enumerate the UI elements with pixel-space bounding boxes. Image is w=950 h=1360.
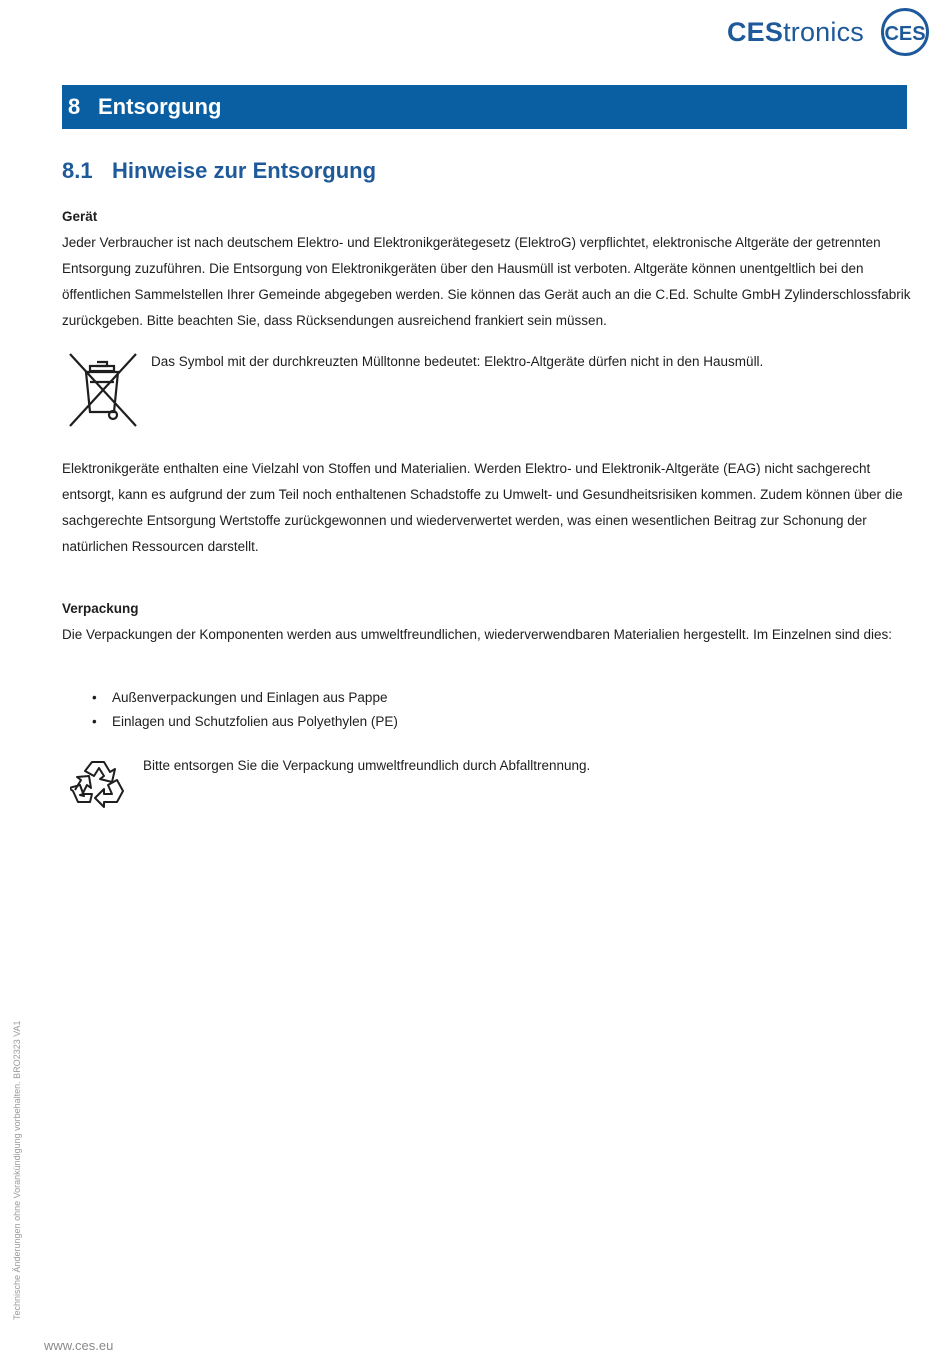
ces-logo-badge <box>880 7 930 57</box>
section-number: 8.1 <box>62 158 93 183</box>
packaging-list <box>62 686 398 734</box>
list-item: • Einlagen und Schutzfolien aus Polyethylen (PE) <box>62 710 398 734</box>
geraet-paragraph <box>62 230 912 334</box>
recycle-note-text: Bitte entsorgen Sie die Verpackung umweltfreundlich durch Abfalltrennung. <box>143 758 591 773</box>
geraet-text: Jeder Verbraucher ist nach deutschem Elektro- und Elektronikgerätegesetz (ElektroG) verpflichtet, elektronische Altgeräte der getrennten Entsorgung zuzuführen. Die Entsorgung von Elektronikgeräten über den Hausmüll ist verboten. Altgeräte können unentgeltlich bei den öffentlichen Sammelstellen Ihrer Gemeinde abgegeben werden. Sie können das Gerät auch an die C.Ed. Schulte GmbH Zylinderschlossfabrik zurückgeben. Bitte beachten Sie, dass Rücksendungen ausreichend frankiert sein müssen. <box>62 235 911 328</box>
logo-wordmark: CEStronics <box>726 16 864 47</box>
badge-text: CES <box>884 23 926 45</box>
section-heading <box>62 158 376 184</box>
verpackung-paragraph <box>62 622 912 648</box>
geraet-paragraph-2 <box>62 456 912 560</box>
chapter-title: Entsorgung <box>98 94 222 119</box>
footer-url[interactable]: www.ces.eu <box>44 1338 114 1353</box>
recycle-note-row <box>70 756 590 808</box>
section-title: Hinweise zur Entsorgung <box>112 158 377 183</box>
verpackung-heading: Verpackung <box>62 601 139 616</box>
verpackung-text: Die Verpackungen der Komponenten werden aus umweltfreundlichen, wiederverwendbaren Materialien hergestellt. Im Einzelnen sind dies: <box>62 627 892 642</box>
side-disclaimer: Technische Änderungen ohne Vorankündigung vorbehalten. BRO2323 VA1 <box>12 1020 22 1320</box>
weee-note-row <box>66 352 763 428</box>
weee-note-text: Das Symbol mit der durchkreuzten Mülltonne bedeutet: Elektro-Altgeräte dürfen nicht in den Hausmüll. <box>151 354 764 369</box>
brand-logo <box>727 6 930 58</box>
recycle-icon <box>70 756 126 808</box>
chapter-heading <box>62 85 907 129</box>
geraet-text-2: Elektronikgeräte enthalten eine Vielzahl von Stoffen und Materialien. Werden Elektro- und Elektronik-Altgeräte (EAG) nicht sachgerecht entsorgt, kann es aufgrund der zum Teil noch enthaltenen Schadstoffe zu Umwelt- und Gesundheitsrisiken kommen. Zudem können über die sachgerechte Entsorgung Wertstoffe zurückgewonnen und wiederverwertet werden, was einen wesentlichen Beitrag zur Schonung der natürlichen Ressourcen darstellt. <box>62 461 903 554</box>
weee-bin-icon <box>66 352 138 428</box>
list-item: • Außenverpackungen und Einlagen aus Pappe <box>62 686 398 710</box>
geraet-heading: Gerät <box>62 209 98 224</box>
chapter-number: 8 <box>68 94 81 119</box>
